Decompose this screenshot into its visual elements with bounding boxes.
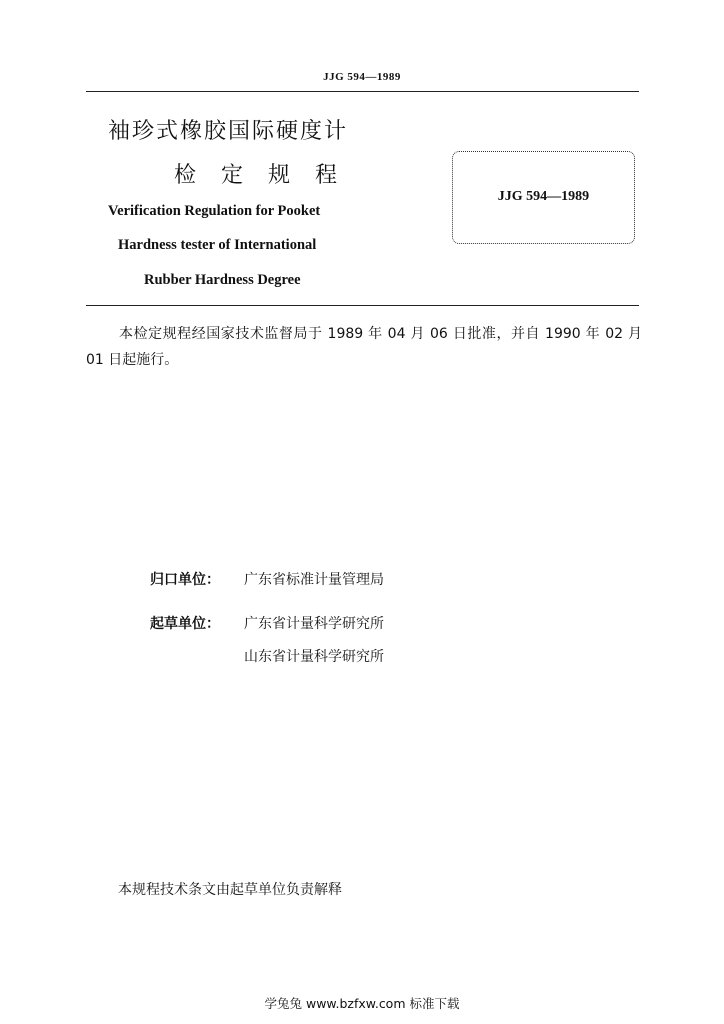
code-box-text: JJG 594—1989 (497, 189, 590, 204)
drafting-unit-row-2 (150, 646, 384, 666)
drafting-unit-label: 起草单位： (150, 616, 220, 632)
middle-rule (86, 305, 639, 306)
title-english-line-3: Rubber Hardness Degree (144, 272, 301, 288)
drafting-unit-value-1: 广东省计量科学研究所 (244, 616, 384, 632)
code-box (452, 151, 635, 244)
approval-statement: 本检定规程经国家技术监督局于 1989 年 04 月 06 日批准，并自 1990 年 02 月 01 日起施行。 (86, 326, 642, 368)
drafting-unit-row (150, 613, 384, 633)
interpretation-statement: 本规程技术条文由起草单位负责解释 (118, 882, 342, 898)
drafting-unit-value-2: 山东省计量科学研究所 (244, 649, 384, 665)
title-english-line-2: Hardness tester of International (118, 237, 317, 253)
title-english-line-1: Verification Regulation for Pooket (108, 203, 321, 219)
responsible-unit-value: 广东省标准计量管理局 (244, 572, 384, 588)
responsible-unit-row (150, 569, 384, 589)
title-chinese: 袖珍式橡胶国际硬度计 (108, 119, 349, 144)
document-code-header: JJG 594—1989 (323, 71, 401, 83)
top-rule (86, 91, 639, 92)
footer-watermark: 学兔兔 www.bzfxw.com 标准下载 (264, 996, 460, 1011)
responsible-unit-label: 归口单位： (150, 572, 220, 588)
subtitle-chinese: 检 定 规 程 (174, 163, 346, 188)
